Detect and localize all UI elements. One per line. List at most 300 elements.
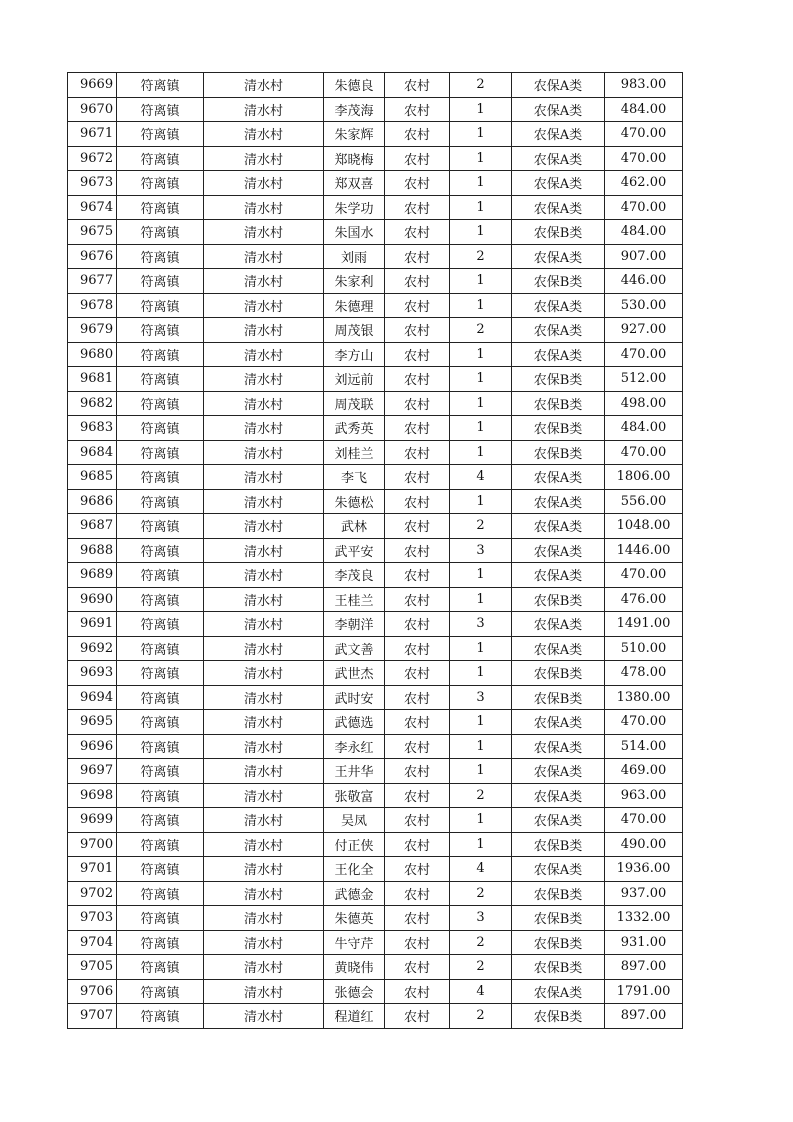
town-cell: 符离镇: [117, 832, 204, 857]
household-type-cell: 农村: [385, 734, 450, 759]
amount-cell: 1446.00: [605, 538, 683, 563]
amount-cell: 470.00: [605, 563, 683, 588]
member-count-cell: 1: [450, 587, 512, 612]
village-cell: 清水村: [204, 318, 324, 343]
row-number-cell: 9694: [68, 685, 117, 710]
amount-cell: 470.00: [605, 440, 683, 465]
row-number-cell: 9670: [68, 97, 117, 122]
table-row: [68, 930, 683, 955]
table-row: [68, 269, 683, 294]
household-type-cell: 农村: [385, 587, 450, 612]
row-number-cell: 9705: [68, 955, 117, 980]
town-cell: 符离镇: [117, 955, 204, 980]
insurance-category-cell: 农保A类: [512, 73, 605, 98]
name-cell: 周茂联: [324, 391, 385, 416]
insurance-category-cell: 农保A类: [512, 514, 605, 539]
name-cell: 李永红: [324, 734, 385, 759]
insurance-category-cell: 农保B类: [512, 391, 605, 416]
village-cell: 清水村: [204, 832, 324, 857]
subsidy-table: [67, 72, 683, 1029]
member-count-cell: 1: [450, 146, 512, 171]
row-number-cell: 9707: [68, 1004, 117, 1029]
table-row: [68, 293, 683, 318]
household-type-cell: 农村: [385, 440, 450, 465]
table-row: [68, 832, 683, 857]
member-count-cell: 2: [450, 73, 512, 98]
row-number-cell: 9696: [68, 734, 117, 759]
table-row: [68, 220, 683, 245]
table-row: [68, 146, 683, 171]
household-type-cell: 农村: [385, 930, 450, 955]
member-count-cell: 1: [450, 734, 512, 759]
village-cell: 清水村: [204, 734, 324, 759]
town-cell: 符离镇: [117, 269, 204, 294]
town-cell: 符离镇: [117, 391, 204, 416]
member-count-cell: 1: [450, 808, 512, 833]
row-number-cell: 9678: [68, 293, 117, 318]
name-cell: 武德选: [324, 710, 385, 735]
town-cell: 符离镇: [117, 734, 204, 759]
household-type-cell: 农村: [385, 171, 450, 196]
household-type-cell: 农村: [385, 881, 450, 906]
household-type-cell: 农村: [385, 220, 450, 245]
village-cell: 清水村: [204, 195, 324, 220]
name-cell: 郑双喜: [324, 171, 385, 196]
table-row: [68, 489, 683, 514]
village-cell: 清水村: [204, 710, 324, 735]
name-cell: 付正侠: [324, 832, 385, 857]
table-row: [68, 318, 683, 343]
amount-cell: 470.00: [605, 122, 683, 147]
member-count-cell: 1: [450, 832, 512, 857]
member-count-cell: 2: [450, 244, 512, 269]
table-row: [68, 465, 683, 490]
town-cell: 符离镇: [117, 685, 204, 710]
town-cell: 符离镇: [117, 73, 204, 98]
insurance-category-cell: 农保B类: [512, 269, 605, 294]
amount-cell: 1380.00: [605, 685, 683, 710]
insurance-category-cell: 农保A类: [512, 195, 605, 220]
town-cell: 符离镇: [117, 587, 204, 612]
member-count-cell: 1: [450, 710, 512, 735]
amount-cell: 937.00: [605, 881, 683, 906]
row-number-cell: 9702: [68, 881, 117, 906]
village-cell: 清水村: [204, 979, 324, 1004]
name-cell: 朱德松: [324, 489, 385, 514]
insurance-category-cell: 农保B类: [512, 832, 605, 857]
row-number-cell: 9703: [68, 906, 117, 931]
row-number-cell: 9677: [68, 269, 117, 294]
town-cell: 符离镇: [117, 146, 204, 171]
amount-cell: 510.00: [605, 636, 683, 661]
table-row: [68, 342, 683, 367]
member-count-cell: 2: [450, 955, 512, 980]
table-row: [68, 587, 683, 612]
household-type-cell: 农村: [385, 97, 450, 122]
town-cell: 符离镇: [117, 538, 204, 563]
name-cell: 朱德良: [324, 73, 385, 98]
insurance-category-cell: 农保A类: [512, 171, 605, 196]
table-row: [68, 97, 683, 122]
household-type-cell: 农村: [385, 636, 450, 661]
row-number-cell: 9669: [68, 73, 117, 98]
table-row: [68, 636, 683, 661]
insurance-category-cell: 农保A类: [512, 563, 605, 588]
village-cell: 清水村: [204, 244, 324, 269]
town-cell: 符离镇: [117, 710, 204, 735]
row-number-cell: 9700: [68, 832, 117, 857]
village-cell: 清水村: [204, 342, 324, 367]
amount-cell: 470.00: [605, 808, 683, 833]
name-cell: 武林: [324, 514, 385, 539]
town-cell: 符离镇: [117, 465, 204, 490]
insurance-category-cell: 农保A类: [512, 146, 605, 171]
amount-cell: 907.00: [605, 244, 683, 269]
name-cell: 朱国水: [324, 220, 385, 245]
name-cell: 武时安: [324, 685, 385, 710]
insurance-category-cell: 农保A类: [512, 122, 605, 147]
table-row: [68, 563, 683, 588]
household-type-cell: 农村: [385, 832, 450, 857]
household-type-cell: 农村: [385, 710, 450, 735]
household-type-cell: 农村: [385, 612, 450, 637]
row-number-cell: 9690: [68, 587, 117, 612]
insurance-category-cell: 农保A类: [512, 710, 605, 735]
household-type-cell: 农村: [385, 979, 450, 1004]
insurance-category-cell: 农保B类: [512, 1004, 605, 1029]
household-type-cell: 农村: [385, 808, 450, 833]
amount-cell: 478.00: [605, 661, 683, 686]
town-cell: 符离镇: [117, 97, 204, 122]
village-cell: 清水村: [204, 685, 324, 710]
village-cell: 清水村: [204, 146, 324, 171]
member-count-cell: 1: [450, 391, 512, 416]
row-number-cell: 9675: [68, 220, 117, 245]
household-type-cell: 农村: [385, 195, 450, 220]
row-number-cell: 9706: [68, 979, 117, 1004]
town-cell: 符离镇: [117, 342, 204, 367]
name-cell: 李茂海: [324, 97, 385, 122]
table-row: [68, 1004, 683, 1029]
member-count-cell: 1: [450, 416, 512, 441]
member-count-cell: 4: [450, 465, 512, 490]
insurance-category-cell: 农保B类: [512, 416, 605, 441]
table-row: [68, 979, 683, 1004]
amount-cell: 1332.00: [605, 906, 683, 931]
village-cell: 清水村: [204, 269, 324, 294]
village-cell: 清水村: [204, 1004, 324, 1029]
table-row: [68, 661, 683, 686]
village-cell: 清水村: [204, 220, 324, 245]
name-cell: 王井华: [324, 759, 385, 784]
household-type-cell: 农村: [385, 661, 450, 686]
insurance-category-cell: 农保B类: [512, 685, 605, 710]
amount-cell: 470.00: [605, 146, 683, 171]
table-row: [68, 955, 683, 980]
household-type-cell: 农村: [385, 514, 450, 539]
amount-cell: 484.00: [605, 220, 683, 245]
table-row: [68, 538, 683, 563]
household-type-cell: 农村: [385, 906, 450, 931]
town-cell: 符离镇: [117, 636, 204, 661]
member-count-cell: 1: [450, 440, 512, 465]
household-type-cell: 农村: [385, 857, 450, 882]
village-cell: 清水村: [204, 465, 324, 490]
row-number-cell: 9689: [68, 563, 117, 588]
member-count-cell: 1: [450, 171, 512, 196]
household-type-cell: 农村: [385, 293, 450, 318]
member-count-cell: 3: [450, 612, 512, 637]
village-cell: 清水村: [204, 563, 324, 588]
insurance-category-cell: 农保B类: [512, 440, 605, 465]
row-number-cell: 9704: [68, 930, 117, 955]
row-number-cell: 9688: [68, 538, 117, 563]
table-row: [68, 881, 683, 906]
insurance-category-cell: 农保B类: [512, 881, 605, 906]
village-cell: 清水村: [204, 122, 324, 147]
household-type-cell: 农村: [385, 318, 450, 343]
member-count-cell: 1: [450, 342, 512, 367]
member-count-cell: 1: [450, 759, 512, 784]
insurance-category-cell: 农保B类: [512, 906, 605, 931]
town-cell: 符离镇: [117, 930, 204, 955]
amount-cell: 476.00: [605, 587, 683, 612]
name-cell: 李飞: [324, 465, 385, 490]
town-cell: 符离镇: [117, 612, 204, 637]
town-cell: 符离镇: [117, 489, 204, 514]
member-count-cell: 1: [450, 563, 512, 588]
row-number-cell: 9697: [68, 759, 117, 784]
town-cell: 符离镇: [117, 563, 204, 588]
insurance-category-cell: 农保A类: [512, 636, 605, 661]
amount-cell: 470.00: [605, 710, 683, 735]
member-count-cell: 1: [450, 367, 512, 392]
village-cell: 清水村: [204, 955, 324, 980]
village-cell: 清水村: [204, 783, 324, 808]
town-cell: 符离镇: [117, 661, 204, 686]
insurance-category-cell: 农保B类: [512, 367, 605, 392]
row-number-cell: 9701: [68, 857, 117, 882]
amount-cell: 1491.00: [605, 612, 683, 637]
town-cell: 符离镇: [117, 759, 204, 784]
table-row: [68, 612, 683, 637]
table-row: [68, 244, 683, 269]
member-count-cell: 2: [450, 783, 512, 808]
row-number-cell: 9673: [68, 171, 117, 196]
village-cell: 清水村: [204, 514, 324, 539]
town-cell: 符离镇: [117, 122, 204, 147]
member-count-cell: 2: [450, 514, 512, 539]
row-number-cell: 9698: [68, 783, 117, 808]
village-cell: 清水村: [204, 440, 324, 465]
member-count-cell: 1: [450, 661, 512, 686]
village-cell: 清水村: [204, 930, 324, 955]
insurance-category-cell: 农保A类: [512, 489, 605, 514]
member-count-cell: 4: [450, 857, 512, 882]
household-type-cell: 农村: [385, 759, 450, 784]
table-row: [68, 122, 683, 147]
village-cell: 清水村: [204, 906, 324, 931]
member-count-cell: 1: [450, 636, 512, 661]
amount-cell: 490.00: [605, 832, 683, 857]
household-type-cell: 农村: [385, 342, 450, 367]
amount-cell: 927.00: [605, 318, 683, 343]
town-cell: 符离镇: [117, 195, 204, 220]
household-type-cell: 农村: [385, 416, 450, 441]
town-cell: 符离镇: [117, 416, 204, 441]
household-type-cell: 农村: [385, 465, 450, 490]
table-row: [68, 710, 683, 735]
row-number-cell: 9699: [68, 808, 117, 833]
insurance-category-cell: 农保A类: [512, 979, 605, 1004]
household-type-cell: 农村: [385, 146, 450, 171]
village-cell: 清水村: [204, 857, 324, 882]
town-cell: 符离镇: [117, 318, 204, 343]
insurance-category-cell: 农保A类: [512, 612, 605, 637]
amount-cell: 462.00: [605, 171, 683, 196]
row-number-cell: 9676: [68, 244, 117, 269]
name-cell: 李茂良: [324, 563, 385, 588]
member-count-cell: 1: [450, 122, 512, 147]
row-number-cell: 9686: [68, 489, 117, 514]
town-cell: 符离镇: [117, 783, 204, 808]
member-count-cell: 3: [450, 685, 512, 710]
table-row: [68, 440, 683, 465]
amount-cell: 530.00: [605, 293, 683, 318]
amount-cell: 556.00: [605, 489, 683, 514]
name-cell: 王化全: [324, 857, 385, 882]
name-cell: 朱德英: [324, 906, 385, 931]
village-cell: 清水村: [204, 538, 324, 563]
insurance-category-cell: 农保A类: [512, 538, 605, 563]
table-row: [68, 783, 683, 808]
member-count-cell: 2: [450, 318, 512, 343]
member-count-cell: 1: [450, 220, 512, 245]
row-number-cell: 9680: [68, 342, 117, 367]
amount-cell: 931.00: [605, 930, 683, 955]
table-row: [68, 734, 683, 759]
amount-cell: 470.00: [605, 195, 683, 220]
name-cell: 吴凤: [324, 808, 385, 833]
insurance-category-cell: 农保A类: [512, 759, 605, 784]
amount-cell: 1806.00: [605, 465, 683, 490]
village-cell: 清水村: [204, 489, 324, 514]
name-cell: 武文善: [324, 636, 385, 661]
household-type-cell: 农村: [385, 563, 450, 588]
town-cell: 符离镇: [117, 1004, 204, 1029]
name-cell: 郑晓梅: [324, 146, 385, 171]
town-cell: 符离镇: [117, 440, 204, 465]
row-number-cell: 9693: [68, 661, 117, 686]
row-number-cell: 9683: [68, 416, 117, 441]
insurance-category-cell: 农保A类: [512, 857, 605, 882]
insurance-category-cell: 农保A类: [512, 293, 605, 318]
household-type-cell: 农村: [385, 538, 450, 563]
table-row: [68, 416, 683, 441]
table-row: [68, 73, 683, 98]
village-cell: 清水村: [204, 881, 324, 906]
insurance-category-cell: 农保A类: [512, 783, 605, 808]
village-cell: 清水村: [204, 612, 324, 637]
village-cell: 清水村: [204, 171, 324, 196]
household-type-cell: 农村: [385, 1004, 450, 1029]
village-cell: 清水村: [204, 367, 324, 392]
member-count-cell: 1: [450, 195, 512, 220]
row-number-cell: 9684: [68, 440, 117, 465]
insurance-category-cell: 农保B类: [512, 661, 605, 686]
town-cell: 符离镇: [117, 857, 204, 882]
town-cell: 符离镇: [117, 906, 204, 931]
table-row: [68, 857, 683, 882]
name-cell: 张敬富: [324, 783, 385, 808]
amount-cell: 446.00: [605, 269, 683, 294]
town-cell: 符离镇: [117, 220, 204, 245]
member-count-cell: 1: [450, 489, 512, 514]
amount-cell: 512.00: [605, 367, 683, 392]
insurance-category-cell: 农保A类: [512, 734, 605, 759]
household-type-cell: 农村: [385, 244, 450, 269]
name-cell: 周茂银: [324, 318, 385, 343]
amount-cell: 498.00: [605, 391, 683, 416]
amount-cell: 514.00: [605, 734, 683, 759]
table-row: [68, 685, 683, 710]
table-row: [68, 367, 683, 392]
town-cell: 符离镇: [117, 171, 204, 196]
village-cell: 清水村: [204, 73, 324, 98]
row-number-cell: 9685: [68, 465, 117, 490]
amount-cell: 1048.00: [605, 514, 683, 539]
insurance-category-cell: 农保B类: [512, 955, 605, 980]
household-type-cell: 农村: [385, 367, 450, 392]
row-number-cell: 9691: [68, 612, 117, 637]
name-cell: 朱德理: [324, 293, 385, 318]
household-type-cell: 农村: [385, 783, 450, 808]
insurance-category-cell: 农保A类: [512, 808, 605, 833]
member-count-cell: 4: [450, 979, 512, 1004]
household-type-cell: 农村: [385, 122, 450, 147]
name-cell: 王桂兰: [324, 587, 385, 612]
amount-cell: 897.00: [605, 1004, 683, 1029]
household-type-cell: 农村: [385, 685, 450, 710]
insurance-category-cell: 农保B类: [512, 220, 605, 245]
amount-cell: 469.00: [605, 759, 683, 784]
amount-cell: 484.00: [605, 97, 683, 122]
table-row: [68, 514, 683, 539]
household-type-cell: 农村: [385, 391, 450, 416]
row-number-cell: 9679: [68, 318, 117, 343]
row-number-cell: 9681: [68, 367, 117, 392]
town-cell: 符离镇: [117, 367, 204, 392]
name-cell: 武世杰: [324, 661, 385, 686]
name-cell: 牛守芹: [324, 930, 385, 955]
household-type-cell: 农村: [385, 73, 450, 98]
village-cell: 清水村: [204, 391, 324, 416]
insurance-category-cell: 农保A类: [512, 244, 605, 269]
village-cell: 清水村: [204, 661, 324, 686]
table-row: [68, 195, 683, 220]
member-count-cell: 1: [450, 97, 512, 122]
row-number-cell: 9672: [68, 146, 117, 171]
name-cell: 朱家辉: [324, 122, 385, 147]
row-number-cell: 9692: [68, 636, 117, 661]
insurance-category-cell: 农保B类: [512, 930, 605, 955]
member-count-cell: 2: [450, 930, 512, 955]
name-cell: 武德金: [324, 881, 385, 906]
amount-cell: 983.00: [605, 73, 683, 98]
name-cell: 朱学功: [324, 195, 385, 220]
member-count-cell: 1: [450, 269, 512, 294]
amount-cell: 897.00: [605, 955, 683, 980]
